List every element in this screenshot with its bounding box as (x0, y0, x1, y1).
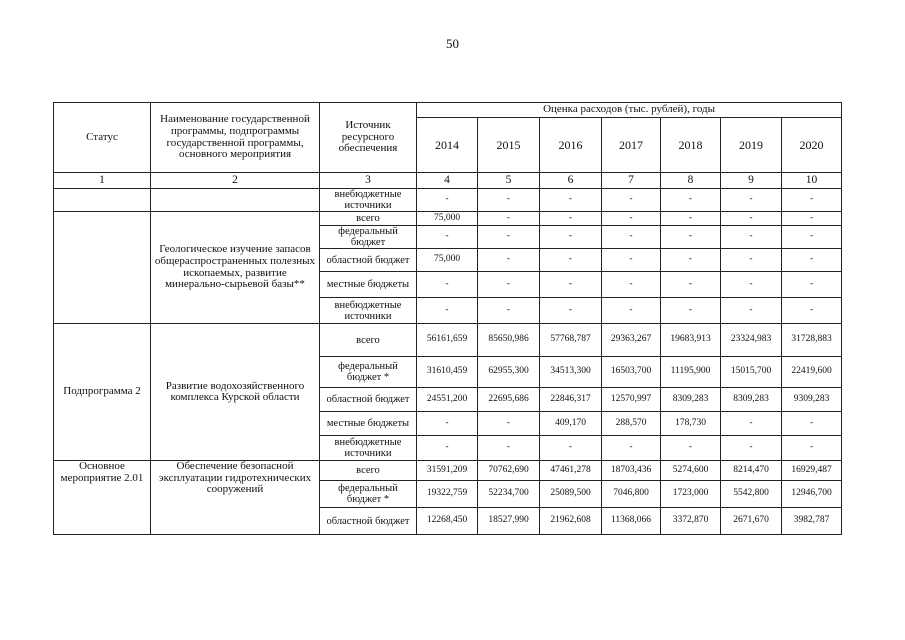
expense-value-cell: 1723,000 (661, 481, 721, 508)
expense-value-cell: - (782, 212, 842, 226)
expense-value-cell: 23324,983 (721, 324, 782, 357)
funding-source-cell: местные бюджеты (320, 272, 417, 298)
column-number: 6 (540, 173, 602, 189)
expense-value-cell: 21962,608 (540, 508, 602, 535)
expense-value-cell: - (721, 298, 782, 324)
expense-value-cell: - (661, 226, 721, 249)
column-number: 3 (320, 173, 417, 189)
expense-value-cell: 409,170 (540, 412, 602, 436)
expense-value-cell: - (661, 189, 721, 212)
expense-value-cell: - (540, 436, 602, 461)
status-cell (54, 189, 151, 212)
expense-value-cell: 52234,700 (478, 481, 540, 508)
table-row (54, 189, 842, 212)
expense-value-cell: - (417, 298, 478, 324)
expense-value-cell: 62955,300 (478, 357, 540, 388)
expense-value-cell: - (782, 226, 842, 249)
expense-value-cell: - (782, 298, 842, 324)
header-year: 2019 (721, 118, 782, 173)
expense-value-cell: - (417, 226, 478, 249)
program-name-cell: Обеспечение безопасной эксплуатации гидротехнических сооружений (151, 461, 320, 535)
funding-source-cell: всего (320, 461, 417, 481)
expense-value-cell: 34513,300 (540, 357, 602, 388)
header-year: 2015 (478, 118, 540, 173)
funding-source-cell: областной бюджет (320, 388, 417, 412)
status-cell: Подпрограмма 2 (54, 324, 151, 461)
funding-source-cell: федеральный бюджет * (320, 481, 417, 508)
funding-source-cell: областной бюджет (320, 249, 417, 272)
expense-value-cell: 22695,686 (478, 388, 540, 412)
expense-value-cell: - (540, 298, 602, 324)
status-cell (54, 212, 151, 324)
header-status: Статус (54, 103, 151, 173)
expense-value-cell: 70762,690 (478, 461, 540, 481)
expense-value-cell: 75,000 (417, 249, 478, 272)
table-row (54, 461, 842, 481)
expense-value-cell: - (540, 226, 602, 249)
expense-value-cell: - (540, 249, 602, 272)
funding-source-cell: федеральный бюджет * (320, 357, 417, 388)
expense-value-cell: 29363,267 (602, 324, 661, 357)
expense-value-cell: 8309,283 (721, 388, 782, 412)
expense-value-cell: 15015,700 (721, 357, 782, 388)
expense-value-cell: - (602, 212, 661, 226)
header-source: Источник ресурсного обеспечения (320, 103, 417, 173)
expense-value-cell: - (478, 436, 540, 461)
column-number: 7 (602, 173, 661, 189)
funding-source-cell: внебюджетные источники (320, 189, 417, 212)
expense-value-cell: - (661, 212, 721, 226)
expense-value-cell: 9309,283 (782, 388, 842, 412)
expense-value-cell: - (478, 189, 540, 212)
expense-value-cell: - (478, 249, 540, 272)
expense-value-cell: 24551,200 (417, 388, 478, 412)
expense-value-cell: - (478, 412, 540, 436)
program-name-cell: Развитие водохозяйственного комплекса Курской области (151, 324, 320, 461)
expense-value-cell: 25089,500 (540, 481, 602, 508)
expense-value-cell: 47461,278 (540, 461, 602, 481)
expense-value-cell: 22846,317 (540, 388, 602, 412)
expense-value-cell: - (721, 436, 782, 461)
expense-value-cell: 18703,436 (602, 461, 661, 481)
funding-source-cell: федеральный бюджет (320, 226, 417, 249)
funding-source-cell: внебюджетные источники (320, 298, 417, 324)
expense-value-cell: 57768,787 (540, 324, 602, 357)
expense-value-cell: 5542,800 (721, 481, 782, 508)
funding-source-cell: всего (320, 212, 417, 226)
expense-value-cell: - (782, 272, 842, 298)
expense-value-cell: 18527,990 (478, 508, 540, 535)
expense-value-cell: 11195,900 (661, 357, 721, 388)
page-number: 50 (446, 36, 459, 51)
expense-value-cell: - (602, 436, 661, 461)
expense-value-cell: - (478, 212, 540, 226)
column-number: 1 (54, 173, 151, 189)
status-cell: Основное мероприятие 2.01 (54, 461, 151, 535)
header-year: 2014 (417, 118, 478, 173)
funding-source-cell: внебюджетные источники (320, 436, 417, 461)
expense-value-cell: - (782, 249, 842, 272)
expense-value-cell: 12570,997 (602, 388, 661, 412)
expense-value-cell: - (417, 412, 478, 436)
expense-value-cell: - (602, 249, 661, 272)
expense-value-cell: 19322,759 (417, 481, 478, 508)
expense-value-cell: - (721, 189, 782, 212)
expense-value-cell: - (478, 226, 540, 249)
expense-value-cell: - (721, 212, 782, 226)
header-year: 2017 (602, 118, 661, 173)
funding-source-cell: всего (320, 324, 417, 357)
expense-value-cell: - (721, 226, 782, 249)
header-year: 2020 (782, 118, 842, 173)
expense-value-cell: 8214,470 (721, 461, 782, 481)
expense-value-cell: 12946,700 (782, 481, 842, 508)
expense-value-cell: 16503,700 (602, 357, 661, 388)
expense-value-cell: - (478, 298, 540, 324)
expense-value-cell: 31728,883 (782, 324, 842, 357)
expense-value-cell: 31591,209 (417, 461, 478, 481)
column-number: 4 (417, 173, 478, 189)
expense-value-cell: - (602, 272, 661, 298)
expense-value-cell: - (602, 226, 661, 249)
column-number: 5 (478, 173, 540, 189)
expense-value-cell: - (721, 272, 782, 298)
expense-value-cell: - (721, 249, 782, 272)
header-year: 2016 (540, 118, 602, 173)
funding-source-cell: областной бюджет (320, 508, 417, 535)
table-row (54, 324, 842, 357)
expense-value-cell: 2671,670 (721, 508, 782, 535)
column-number: 9 (721, 173, 782, 189)
expense-value-cell: 3982,787 (782, 508, 842, 535)
expense-value-cell: - (661, 272, 721, 298)
expense-value-cell: - (602, 189, 661, 212)
expense-value-cell: - (661, 298, 721, 324)
expense-value-cell: 178,730 (661, 412, 721, 436)
header-name: Наименование государственной программы, подпрограммы государственной программы, основного мероприятия (151, 103, 320, 173)
program-name-cell (151, 189, 320, 212)
expense-value-cell: - (540, 189, 602, 212)
expense-value-cell: 11368,066 (602, 508, 661, 535)
table-row (54, 212, 842, 226)
expense-value-cell: 3372,870 (661, 508, 721, 535)
expense-value-cell: 16929,487 (782, 461, 842, 481)
expense-value-cell: 7046,800 (602, 481, 661, 508)
expense-value-cell: 12268,450 (417, 508, 478, 535)
expense-value-cell: - (478, 272, 540, 298)
expense-value-cell: - (417, 272, 478, 298)
column-number: 8 (661, 173, 721, 189)
header-year: 2018 (661, 118, 721, 173)
column-number: 10 (782, 173, 842, 189)
expense-value-cell: 56161,659 (417, 324, 478, 357)
expense-value-cell: - (602, 298, 661, 324)
expenditure-table (53, 102, 842, 535)
column-number: 2 (151, 173, 320, 189)
expense-value-cell: - (721, 412, 782, 436)
expense-value-cell: - (540, 212, 602, 226)
table-body (54, 189, 842, 535)
header-costs: Оценка расходов (тыс. рублей), годы (417, 103, 842, 118)
expense-value-cell: 8309,283 (661, 388, 721, 412)
expense-value-cell: - (661, 249, 721, 272)
expense-value-cell: 85650,986 (478, 324, 540, 357)
expense-value-cell: 31610,459 (417, 357, 478, 388)
expense-value-cell: 19683,913 (661, 324, 721, 357)
expense-value-cell: - (782, 412, 842, 436)
program-name-cell: Геологическое изучение запасов общераспространенных полезных ископаемых, развитие минерально-сырьевой базы** (151, 212, 320, 324)
expense-value-cell: 22419,600 (782, 357, 842, 388)
expense-value-cell: - (661, 436, 721, 461)
expense-value-cell: - (417, 189, 478, 212)
expense-value-cell: - (782, 436, 842, 461)
funding-source-cell: местные бюджеты (320, 412, 417, 436)
expense-value-cell: - (782, 189, 842, 212)
expense-value-cell: - (540, 272, 602, 298)
expense-value-cell: 288,570 (602, 412, 661, 436)
expense-value-cell: - (417, 436, 478, 461)
expense-value-cell: 75,000 (417, 212, 478, 226)
expense-value-cell: 5274,600 (661, 461, 721, 481)
